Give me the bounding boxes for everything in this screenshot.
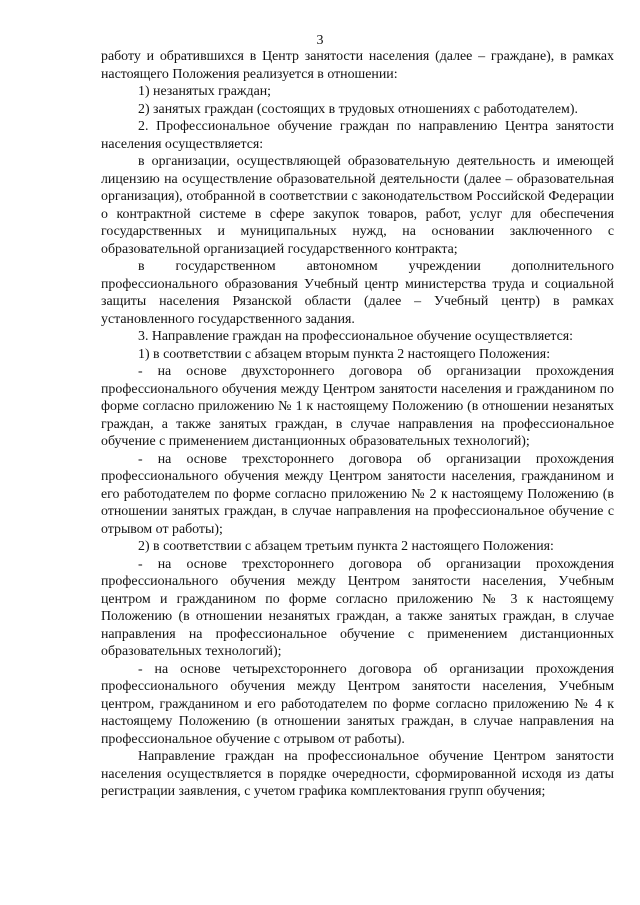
list-item-employed: 2) занятых граждан (состоящих в трудовых отношениях с работодателем).	[138, 101, 578, 117]
trilateral-contract-employer-item: - на основе трехстороннего договора об организации прохождения профессионального обучения между Центром занятости населения, гражданином и его работодателем по форме согласно приложению № 2 к настоящему Положению (в отношении занятых граждан, в случае направления на профессиональное обучение с отрывом от работы);	[101, 451, 614, 537]
clause-2-training-center: в государственном автономном учреждении дополнительного профессионального образования Учебный центр министерства труда и социальной защиты населения Рязанской области (далее – Учебный центр) в рамках установленного государственного задания.	[101, 259, 614, 327]
quadrilateral-contract-item: - на основе четырехстороннего договора об организации прохождения профессионального обучения между Центром занятости населения, Учебным центром, гражданином и его работодателем по форме согласно приложению № 4 к настоящему Положению (в отношении занятых граждан, в случае направления на профессиональное обучение с отрывом от работы).	[101, 661, 614, 747]
list-item-unemployed: 1) незанятых граждан;	[138, 84, 272, 99]
clause-3-subitem-1: 1) в соответствии с абзацем вторым пункта 2 настоящего Положения:	[138, 346, 551, 362]
clause-2-educational-organization: в организации, осуществляющей образовательную деятельность и имеющей лицензию на осуществление образовательной деятельности (далее – образовательная организация), отобранной в соответствии с законодательством Российской Федерации о контрактной системе в сфере закупок товаров, работ, услуг для обеспечения государственных и муниципальных нужд, на основании заключенного с образовательной организацией государственного контракта;	[101, 154, 614, 257]
page-number: 3	[316, 33, 324, 48]
clause-2-heading: 2. Профессиональное обучение граждан по направлению Центра занятости населения осуществляется:	[101, 119, 614, 152]
referral-order-paragraph: Направление граждан на профессиональное обучение Центром занятости населения осуществляется в порядке очередности, сформированной исходя из даты регистрации заявления, с учетом графика комплектования групп обучения;	[101, 749, 614, 799]
bilateral-contract-item: - на основе двухстороннего договора об организации прохождения профессионального обучения между Центром занятости населения и гражданином по форме согласно приложению № 1 к настоящему Положению (в отношении незанятых граждан, а также занятых граждан, в случае направления на профессиональное обучение с применением дистанционных образовательных технологий);	[101, 364, 614, 449]
document-body	[101, 48, 614, 801]
paragraph-intro-continuation: работу и обратившихся в Центр занятости населения (далее – граждане), в рамках настоящего Положения реализуется в отношении:	[101, 49, 614, 82]
clause-3-subitem-2: 2) в соответствии с абзацем третьим пункта 2 настоящего Положения:	[138, 539, 554, 554]
clause-3-heading: 3. Направление граждан на профессиональное обучение осуществляется:	[138, 329, 574, 344]
trilateral-contract-center-item: - на основе трехстороннего договора об организации прохождения профессионального обучения между Центром занятости населения, Учебным центром и гражданином по форме согласно приложению № 3 к настоящему Положению (в отношении незанятых граждан, а также занятых граждан, в случае направления на профессиональное обучение с применением дистанционных образовательных технологий);	[101, 556, 614, 659]
